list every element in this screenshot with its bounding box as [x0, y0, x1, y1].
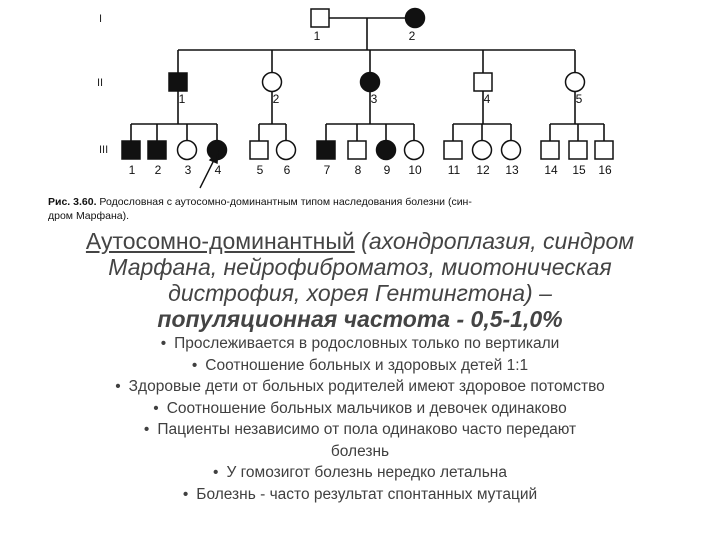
affected-male-gen2-1 [169, 73, 187, 91]
list-item: • Соотношение больных и здоровых детей 1:1 [0, 355, 720, 377]
individual-number-gen3: 14 [544, 163, 558, 177]
healthy-female-gen2-2 [263, 73, 282, 92]
affected-male-gen3-2 [148, 141, 166, 159]
healthy-male-gen3-14 [541, 141, 559, 159]
pedigree-diagram [0, 0, 720, 195]
healthy-male-gen1-1 [311, 9, 329, 27]
healthy-male-gen3-15 [569, 141, 587, 159]
healthy-male-gen3-8 [348, 141, 366, 159]
affected-male-gen3-7 [317, 141, 335, 159]
individual-number-gen3: 10 [408, 163, 422, 177]
list-item: • Здоровые дети от больных родителей имеют здоровое потомство [0, 376, 720, 398]
heading-diseases-2: Марфана, нейрофиброматоз, миотоническая [108, 254, 612, 280]
affected-female-gen1-2 [406, 9, 425, 28]
individual-number-gen3: 1 [128, 163, 136, 177]
inheritance-heading [0, 228, 720, 332]
healthy-male-gen3-11 [444, 141, 462, 159]
healthy-male-gen2-4 [474, 73, 492, 91]
individual-number-gen2: 2 [272, 92, 280, 106]
individual-number-gen3: 6 [283, 163, 291, 177]
individual-number-gen2: 5 [575, 92, 583, 106]
individual-number-gen3: 8 [354, 163, 362, 177]
individual-number-gen1: 1 [313, 29, 321, 43]
list-item: • Пациенты независимо от пола одинаково часто передают [0, 419, 720, 441]
individual-number-gen3: 16 [598, 163, 612, 177]
list-item: • Соотношение больных мальчиков и девочек одинаково [0, 398, 720, 420]
healthy-male-gen3-5 [250, 141, 268, 159]
individual-number-gen3: 12 [476, 163, 490, 177]
figure-number: Рис. 3.60. [48, 196, 97, 208]
heading-frequency: популяционная частота - 0,5-1,0% [157, 306, 563, 332]
list-item: • У гомозигот болезнь нередко летальна [0, 462, 720, 484]
figure-caption [48, 195, 688, 223]
healthy-female-gen3-12 [473, 141, 492, 160]
affected-female-gen2-3 [361, 73, 380, 92]
affected-male-gen3-1 [122, 141, 140, 159]
individual-number-gen3: 11 [447, 163, 461, 177]
generation-label-1: I [99, 13, 103, 25]
generation-label-2: II [97, 77, 104, 89]
individual-number-gen3: 3 [184, 163, 192, 177]
list-item: • Прослеживается в родословных только по вертикали [0, 333, 720, 355]
healthy-female-gen3-3 [178, 141, 197, 160]
individual-number-gen3: 5 [256, 163, 264, 177]
individual-number-gen3: 4 [214, 163, 222, 177]
heading-diseases-1: (ахондроплазия, синдром [354, 228, 635, 254]
figure-caption-text: Родословная с аутосомно-доминантным типом наследования болезни (син- [96, 196, 472, 208]
generation-label-3: III [99, 144, 109, 156]
healthy-female-gen3-10 [405, 141, 424, 160]
individual-number-gen2: 4 [483, 92, 491, 106]
heading-diseases-3: дистрофия, хорея Гентингтона) – [168, 280, 552, 306]
figure-caption-line2: дром Марфана). [48, 210, 130, 222]
individual-number-gen2: 1 [178, 92, 186, 106]
individual-number-gen3: 13 [505, 163, 519, 177]
list-item: • Болезнь - часто результат спонтанных мутаций [0, 484, 720, 506]
individual-number-gen3: 9 [383, 163, 391, 177]
individual-number-gen3: 15 [572, 163, 586, 177]
healthy-female-gen2-5 [566, 73, 585, 92]
individual-number-gen1: 2 [408, 29, 416, 43]
criteria-list [0, 333, 720, 505]
individual-number-gen2: 3 [370, 92, 378, 106]
healthy-female-gen3-13 [502, 141, 521, 160]
heading-type: Аутосомно-доминантный [85, 228, 355, 254]
individual-number-gen3: 7 [323, 163, 331, 177]
individual-number-gen3: 2 [154, 163, 162, 177]
healthy-male-gen3-16 [595, 141, 613, 159]
list-item-continuation: болезнь [330, 442, 390, 460]
affected-female-gen3-9 [377, 141, 396, 160]
healthy-female-gen3-6 [277, 141, 296, 160]
